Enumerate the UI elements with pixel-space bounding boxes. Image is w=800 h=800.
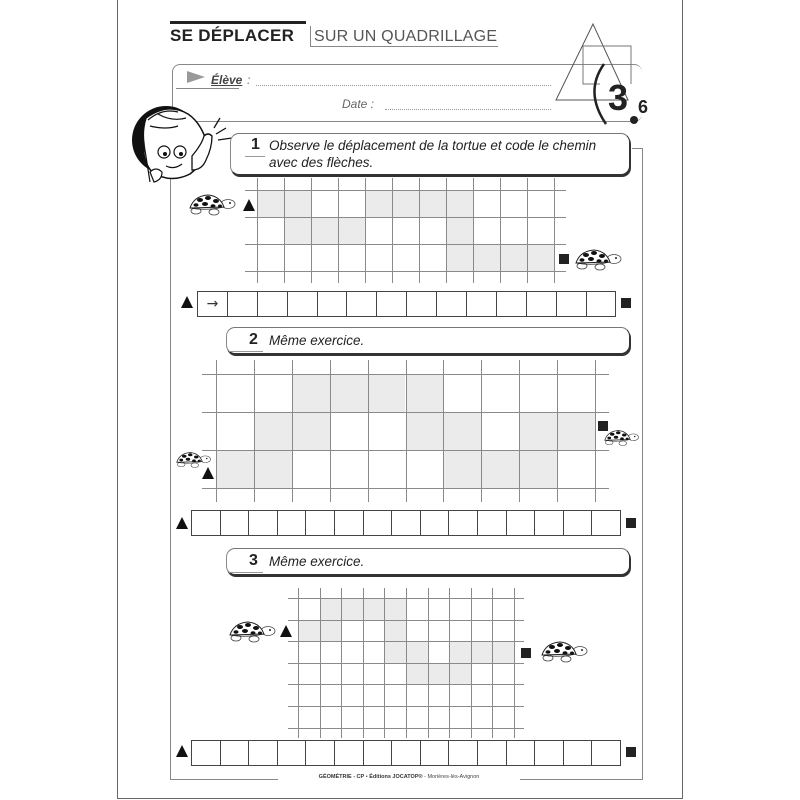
grid-line-vertical (443, 360, 444, 502)
shaded-cell (500, 244, 527, 271)
start-triangle-icon (202, 467, 214, 479)
grid-line-vertical (368, 360, 369, 502)
grid-line-vertical (446, 178, 447, 283)
shaded-cell (527, 244, 554, 271)
turtle-icon (574, 248, 624, 272)
inner-frame-right-top (632, 148, 643, 149)
grid-line-horizontal (245, 190, 566, 191)
answer-box[interactable] (564, 510, 593, 536)
grid-line-horizontal (202, 412, 609, 413)
shaded-cell (216, 450, 254, 488)
answer-box[interactable] (587, 291, 617, 317)
answer-box[interactable] (392, 510, 421, 536)
play-arrow-icon (187, 71, 205, 83)
answer-box[interactable] (392, 740, 421, 766)
inner-frame-bottom-left (170, 779, 278, 780)
answer-row-3 (191, 740, 621, 766)
number-underline (245, 156, 265, 157)
answer-box[interactable] (192, 740, 221, 766)
grid-line-vertical (527, 178, 528, 283)
grid-line-vertical (500, 178, 501, 283)
answer-box[interactable] (437, 291, 467, 317)
grid-line-horizontal (288, 684, 524, 685)
shaded-cell (330, 374, 368, 412)
grid-line-vertical (419, 178, 420, 283)
grid-line-horizontal (288, 663, 524, 664)
answer-box[interactable] (478, 510, 507, 536)
turtle-icon (603, 429, 641, 447)
shaded-cell (449, 641, 471, 663)
shaded-cell (368, 374, 406, 412)
answer-box[interactable] (192, 510, 221, 536)
answer-box[interactable] (258, 291, 288, 317)
grid-line-horizontal (245, 217, 566, 218)
answer-box[interactable] (221, 740, 250, 766)
answer-box[interactable] (527, 291, 557, 317)
shaded-cell (471, 641, 493, 663)
footer (278, 774, 520, 780)
shaded-cell (492, 641, 514, 663)
shaded-cell (298, 620, 320, 642)
answer-box[interactable] (228, 291, 258, 317)
shaded-cell (406, 663, 428, 685)
grid-line-horizontal (288, 598, 524, 599)
answer-box[interactable] (306, 510, 335, 536)
inner-frame-right (642, 148, 643, 779)
page-title-subtitle-box (310, 26, 498, 47)
exercise-number-2: 2 (249, 331, 258, 348)
grid-line-vertical (284, 178, 285, 283)
grid-line-vertical (216, 360, 217, 502)
start-triangle-icon (176, 745, 188, 757)
instruction-text-1a: Observe le déplacement de la tortue et code le chemin (269, 138, 597, 153)
start-triangle-icon (176, 517, 188, 529)
grid-line-vertical (330, 360, 331, 502)
inner-frame-left (170, 176, 171, 779)
grid-line-horizontal (245, 244, 566, 245)
shaded-cell (292, 374, 330, 412)
answer-box[interactable] (535, 740, 564, 766)
shaded-cell (384, 598, 406, 620)
shaded-cell (257, 190, 284, 217)
shaded-cell (519, 412, 557, 450)
answer-box[interactable] (249, 740, 278, 766)
shaded-cell (384, 620, 406, 642)
grid-line-vertical (481, 360, 482, 502)
shaded-cell (363, 598, 385, 620)
answer-box[interactable] (221, 510, 250, 536)
answer-box[interactable] (535, 510, 564, 536)
grid-line-vertical (392, 178, 393, 283)
page-title-bold: SE DÉPLACER (170, 26, 295, 45)
chapter-number: 3 (608, 77, 629, 118)
shaded-cell (292, 412, 330, 450)
grid-line-vertical (257, 178, 258, 283)
grid-line-horizontal (288, 728, 524, 729)
end-square-icon (621, 298, 631, 308)
exercise-number-3: 3 (249, 552, 258, 569)
grid-line-horizontal (288, 706, 524, 707)
shaded-cell (384, 641, 406, 663)
answer-box[interactable] (318, 291, 348, 317)
shaded-cell (406, 374, 444, 412)
shaded-cell (473, 244, 500, 271)
shaded-cell (338, 217, 365, 244)
answer-box[interactable] (377, 291, 407, 317)
answer-box[interactable] (592, 510, 621, 536)
end-square-icon (626, 518, 636, 528)
grid-line-horizontal (202, 374, 609, 375)
shaded-cell (406, 641, 428, 663)
answer-box[interactable] (364, 740, 393, 766)
grid-line-vertical (554, 178, 555, 283)
shaded-cell (419, 190, 446, 217)
answer-box[interactable] (557, 291, 587, 317)
shaded-cell (392, 190, 419, 217)
chapter-subnumber: 6 (638, 97, 649, 117)
grid-line-horizontal (202, 488, 609, 489)
answer-box[interactable] (449, 510, 478, 536)
footer-bullet: • (365, 774, 368, 780)
grid-line-vertical (338, 178, 339, 283)
answer-box[interactable] (507, 740, 536, 766)
grid-line-horizontal (202, 450, 609, 451)
answer-box[interactable] (335, 510, 364, 536)
answer-box[interactable] (278, 510, 307, 536)
answer-box[interactable] (421, 740, 450, 766)
shaded-cell (406, 412, 444, 450)
answer-box[interactable] (278, 740, 307, 766)
date-field[interactable] (385, 109, 551, 110)
end-square-icon (559, 254, 569, 264)
grid-line-vertical (595, 360, 596, 502)
answer-box[interactable] (306, 740, 335, 766)
grid-line-vertical (292, 360, 293, 502)
turtle-icon (540, 640, 590, 664)
answer-row-1 (197, 291, 616, 317)
start-triangle-icon (280, 625, 292, 637)
grid-line-vertical (519, 360, 520, 502)
shaded-cell (254, 450, 292, 488)
shaded-cell (320, 620, 342, 642)
arrow-right-icon: → (206, 296, 219, 312)
answer-box[interactable] (507, 510, 536, 536)
start-triangle-icon (181, 296, 193, 308)
shaded-cell (449, 663, 471, 685)
shaded-cell (284, 190, 311, 217)
student-label: Élève (211, 73, 243, 87)
answer-box[interactable] (564, 740, 593, 766)
answer-box[interactable] (478, 740, 507, 766)
answer-box[interactable] (249, 510, 278, 536)
grid-line-vertical (311, 178, 312, 283)
shaded-cell (446, 217, 473, 244)
answer-box[interactable] (347, 291, 377, 317)
date-label: Date : (342, 97, 375, 111)
answer-row-2 (191, 510, 621, 536)
turtle-icon (228, 620, 278, 644)
answer-box[interactable] (497, 291, 527, 317)
start-triangle-icon (243, 199, 255, 211)
instruction-text-3: Même exercice. (269, 554, 365, 569)
shaded-cell (341, 598, 363, 620)
number-underline (229, 351, 263, 352)
shaded-cell (557, 412, 595, 450)
grid-line-vertical (557, 360, 558, 502)
answer-box[interactable] (288, 291, 318, 317)
shaded-cell (311, 217, 338, 244)
shaded-cell (519, 450, 557, 488)
title-bar (170, 21, 306, 24)
shaded-cell (443, 450, 481, 488)
instruction-box-2 (226, 327, 630, 354)
turtle-icon (188, 193, 238, 217)
answer-box[interactable] (592, 740, 621, 766)
answer-box[interactable] (449, 740, 478, 766)
number-underline (229, 572, 263, 573)
shaded-cell (284, 217, 311, 244)
shaded-cell (365, 190, 392, 217)
grid-line-vertical (473, 178, 474, 283)
grid-line-vertical (254, 360, 255, 502)
end-square-icon (521, 648, 531, 658)
footer-subject: GÉOMÉTRIE - CP (318, 774, 365, 780)
instruction-box-1 (230, 133, 630, 175)
instruction-text-2: Même exercice. (269, 333, 365, 348)
answer-box[interactable] (421, 510, 450, 536)
grid-line-horizontal (288, 641, 524, 642)
end-square-icon (626, 747, 636, 757)
footer-publisher: Éditions JOCATOP® (369, 774, 423, 780)
geometry-shapes-icon (548, 22, 648, 132)
instruction-text-1b: avec des flèches. (269, 155, 374, 170)
header-underline (176, 88, 239, 89)
inner-frame-bottom-right (520, 779, 643, 780)
answer-box[interactable] (467, 291, 497, 317)
shaded-cell (446, 190, 473, 217)
shaded-cell (428, 663, 450, 685)
shaded-cell (254, 412, 292, 450)
instruction-box-3 (226, 548, 630, 575)
grid-line-horizontal (288, 620, 524, 621)
grid-line-vertical (406, 360, 407, 502)
answer-box[interactable] (335, 740, 364, 766)
student-name-field[interactable] (256, 85, 551, 86)
page-title-subtitle: SUR UN QUADRILLAGE (314, 28, 498, 45)
shaded-cell (446, 244, 473, 271)
grid-line-vertical (365, 178, 366, 283)
student-label-colon: : (247, 73, 251, 87)
shaded-cell (481, 450, 519, 488)
answer-box[interactable] (364, 510, 393, 536)
footer-location: - Morières-lès-Avignon (424, 774, 480, 780)
grid-line-horizontal (245, 271, 566, 272)
exercise-number-1: 1 (251, 136, 260, 153)
answer-box[interactable] (198, 291, 228, 317)
answer-box[interactable] (407, 291, 437, 317)
shaded-cell (320, 598, 342, 620)
shaded-cell (443, 412, 481, 450)
